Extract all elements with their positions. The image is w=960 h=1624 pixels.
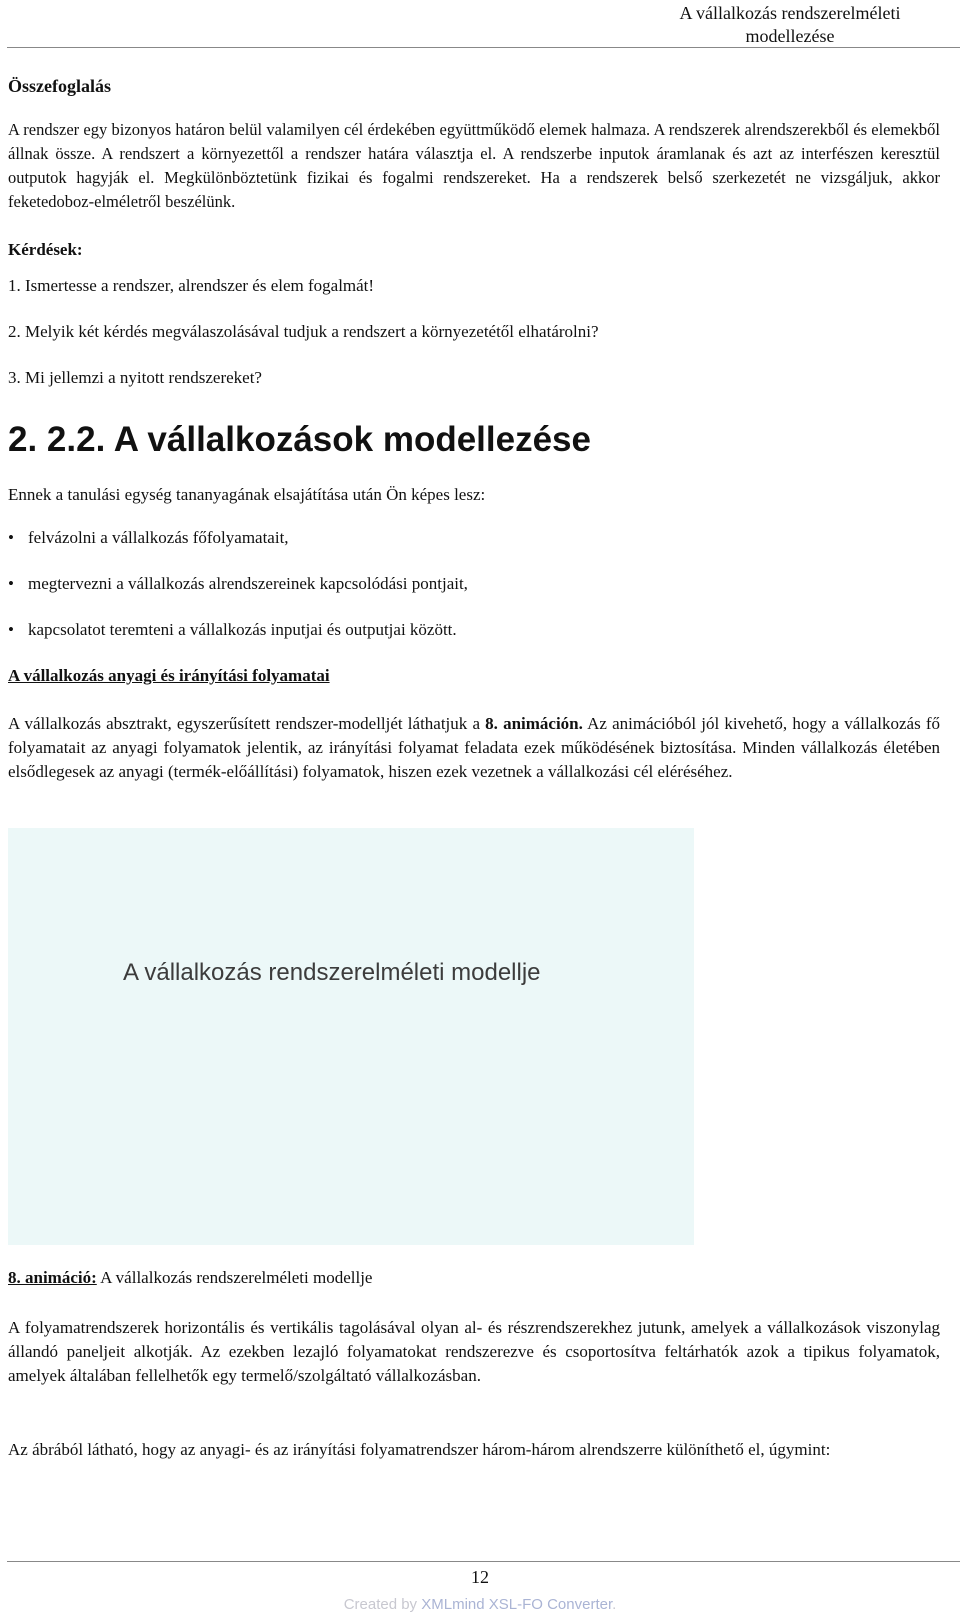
question-item-1: 1. Ismertesse a rendszer, alrendszer és elem fogalmát! [8,276,375,295]
section-heading: 2. 2.2. A vállalkozások modellezése [8,420,591,459]
header-rule [7,47,960,48]
figure-title: A vállalkozás rendszerelméleti modellje [123,959,541,986]
bullet-text: megtervezni a vállalkozás alrendszereinek kapcsolódási pontjait, [28,574,468,593]
paragraph-process-systems: A folyamatrendszerek horizontális és vertikális tagolásával olyan al- és részrendszerekhez jutunk, amelyek a vállalkozások viszonylag állandó paneljeit alkotják. Az ezekben lezajló folyamatokat rendszerezve és csoportosítva feltárhatók azok a tipikus folyamatok, amelyek általában fellelhetők egy termelő/szolgáltató vállalkozásban. [8,1318,940,1386]
running-title-line2: modellezése [745,26,835,46]
bullet-text: felvázolni a vállalkozás főfolyamatait, [28,528,289,547]
bullet-marker: • [8,620,14,639]
bullet-marker: • [8,574,14,593]
page-number: 12 [471,1567,489,1587]
para1-before: A vállalkozás absztrakt, egyszerűsített rendszer-modelljét láthatjuk a [8,714,486,733]
summary-text: A rendszer egy bizonyos határon belül valamilyen cél érdekében együttműködő elemek halmaza. A rendszerek alrendszerekből és elemekből állnak össze. A rendszert a környezettől a rendszer határa választja el. A rendszerbe inputok áramlanak és azt az interfészen keresztül outputok hagyják el. Megkülönböztetünk fizikai és fogalmi rendszereket. Ha a rendszerek belső szerkezetét ne vizsgáljuk, akkor feketedoboz-elméletről beszélünk. [8,120,940,211]
section-intro: Ennek a tanulási egység tananyagának elsajátítása után Ön képes lesz: [8,485,486,504]
bullet-item-3 [8,620,457,640]
running-title-line1: A vállalkozás rendszerelméleti [679,3,901,23]
creator-credit [0,1596,960,1613]
paragraph-animation-intro [8,712,940,785]
bullet-item-2 [8,574,468,594]
bullet-marker: • [8,528,14,547]
creator-suffix: . [612,1596,617,1613]
animation-reference: 8. animáción. [485,714,583,733]
summary-title: Összefoglalás [8,76,111,96]
questions-title: Kérdések: [8,240,83,259]
bullet-item-1 [8,528,289,548]
subsection-heading: A vállalkozás anyagi és irányítási folyamatai [8,666,330,685]
creator-prefix: Created by [343,1596,422,1613]
creator-brand: XMLmind XSL-FO Converter [421,1596,613,1613]
question-item-2: 2. Melyik két kérdés megválaszolásával tudjuk a rendszert a környezetétől elhatárolni? [8,322,599,341]
running-header [640,2,940,48]
caption-label: 8. animáció: [8,1268,97,1287]
paragraph-subsystems: Az ábrából látható, hogy az anyagi- és az irányítási folyamatrendszer három-három alrendszerre különíthető el, úgymint: [8,1440,831,1459]
bullet-text: kapcsolatot teremteni a vállalkozás inputjai és outputjai között. [28,620,457,639]
caption-text: A vállalkozás rendszerelméleti modellje [96,1268,373,1287]
question-item-3: 3. Mi jellemzi a nyitott rendszereket? [8,368,262,387]
footer-rule [7,1561,960,1562]
para1-after: Az animációból jól kivehető, hogy a vállalkozás fő folyamatait az anyagi folyamatok jelentik, az irányítási folyamat feladata ezek működésének biztosítása. Minden vállalkozás életében elsődlegesek az anyagi (termék-előállítási) folyamatok, hiszen ezek vezetnek a vállalkozási cél eléréséhez. [8,714,941,782]
animation-figure[interactable] [8,828,694,1245]
figure-caption [8,1268,372,1288]
